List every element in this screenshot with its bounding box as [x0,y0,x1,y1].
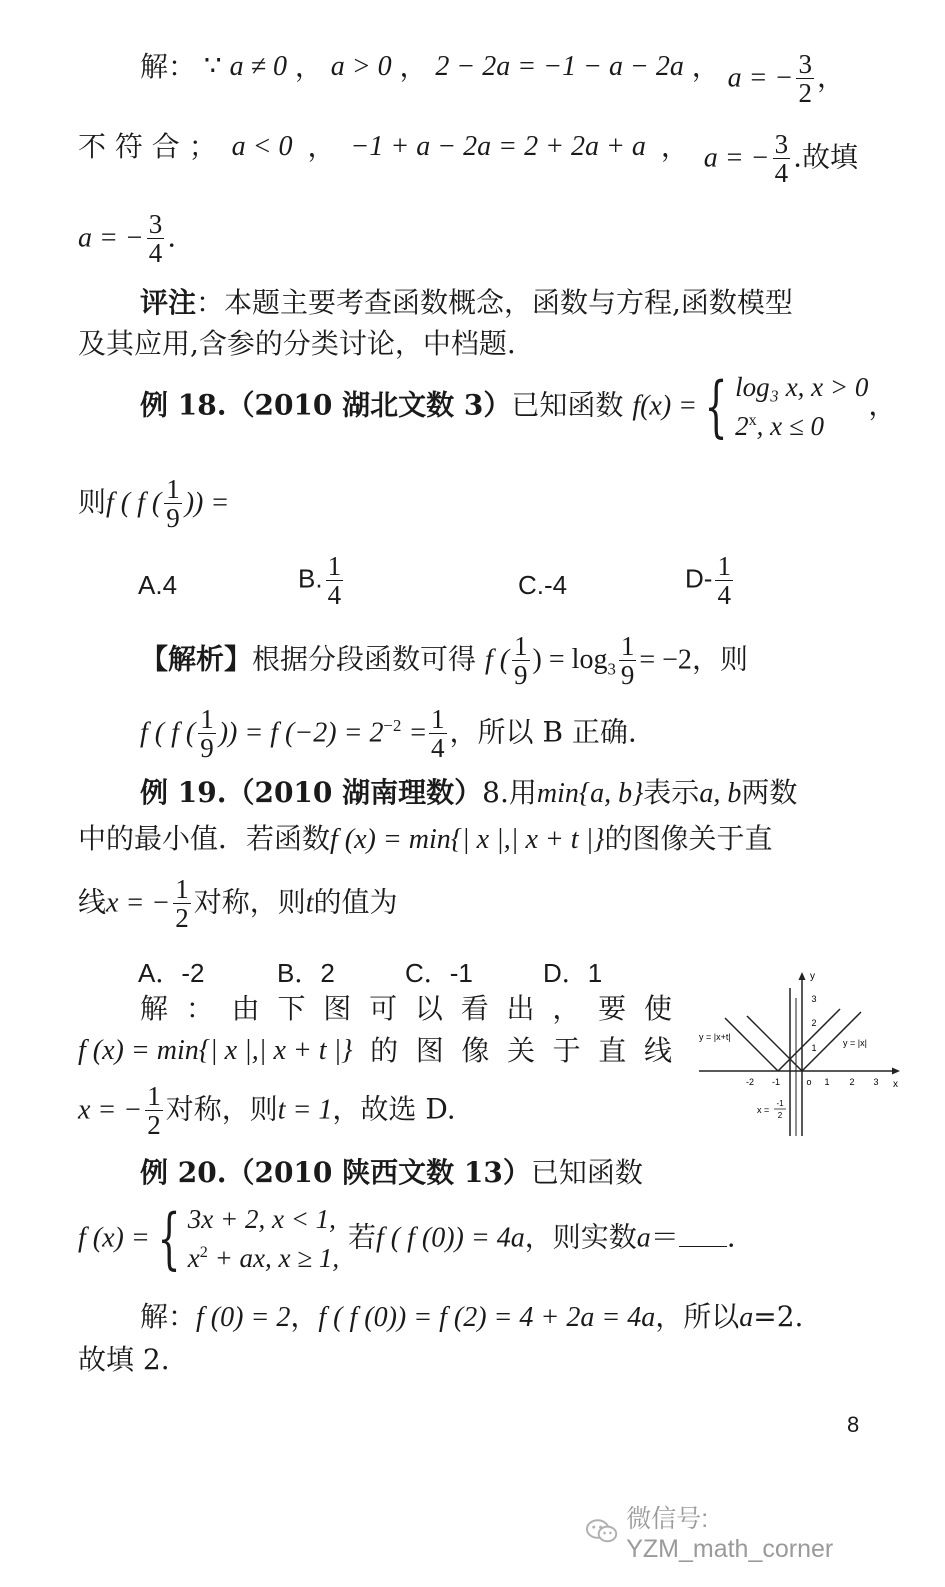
comment-line-1 [140,286,930,320]
x-tick-neg2: -2 [745,1077,755,1087]
x-axis-label: x [893,1079,898,1090]
example-20-source: （2010 陕西文数 13） [226,1156,531,1189]
answer-blank [679,1224,727,1247]
solution-20-line-2: 故填 2. [78,1343,170,1376]
example-18-ask: 则f ( f ( $\frac{1}{9}$ )) = [78,474,230,534]
watermark-text: 微信号: YZM_math_corner [626,1504,834,1563]
label-y-abs-x: y = |x| [843,1038,867,1048]
fraction-3-4-answer: $\frac{3}{4}$ [148,209,163,269]
example-20-label: 例 20. [140,1156,227,1189]
example-19-label: 例 19. [140,776,227,809]
comment-line-2: 及其应用,含参的分类讨论，中档题. [78,327,516,360]
example-20-def: f (x) = { 3x + 2, x < 1, $x^2$ + ax, x ≥ 1, 若f ( f (0)) = 4a，则实数a＝ . [78,1200,736,1278]
symmetry-num: -1 [776,1099,784,1108]
solution-line-2: 不 符 合 ； a < 0 ， −1 + a − 2a = 2 + 2a + a ， a = − $\frac{3}{4}$ .故填 [78,129,858,189]
origin-label: o [806,1077,812,1087]
comment-label: 评注 [140,287,197,318]
x-tick-1: 1 [824,1077,830,1087]
solution-20-line-1: 解：f (0) = 2，f ( f (0)) = f (2) = 4 + 2a = 4a，所以a=2. [140,1300,804,1333]
example-19-line-2: 中的最小值．若函数f (x) = min{| x |,| x + t |}的图像关于直 [78,822,773,855]
symmetry-label: x = [757,1105,770,1115]
y-axis-label: y [810,971,815,982]
solution-19-line-1: 解 ： 由 下 图 可 以 看 出 ， 要 使 [140,992,672,1025]
solution-19-line-2: f (x) = min{| x |,| x + t |} 的 图 像 关 于 直 线 [78,1034,672,1067]
abs-value-graph [695,968,905,1138]
option-d: D- $\frac{1}{4}$ [685,551,731,611]
y-tick-1: 1 [811,1043,817,1053]
analysis-line-2: f ( f ( $\frac{1}{9}$ )) = f $(-2) = 2^{-2}$ = $\frac{1}{4}$ ，所以 B 正确. [140,704,637,764]
x-tick-neg1: -1 [771,1077,781,1087]
option-b: B. $\frac{1}{4}$ [298,551,342,611]
x-tick-2: 2 [849,1077,855,1087]
option-19-c: C．-1 [405,958,473,988]
line-y-abs-x-plus-t-right [778,1009,840,1071]
symmetry-den: 2 [777,1111,783,1120]
x-tick-3: 3 [873,1077,879,1087]
line-y-abs-x-left [747,1016,802,1071]
example-18-label: 例 18. [140,388,227,422]
y-axis-arrow [799,972,806,980]
a-value-2: a = − $\frac{3}{4}$ .故填 [703,129,858,189]
eq-case-positive: 2 − 2a = −1 − a − 2a [435,51,684,82]
ex18-piecewise: log₃ x, x > 0 2$^x$, x ≤ 0 [735,372,869,442]
solution-answer: a = − $\frac{3}{4}$ . [78,209,177,269]
eq-case-negative: −1 + a − 2a = 2 + 2a + a [350,131,646,162]
ex18-fdef: f(x) = [632,390,698,422]
because-symbol: ∵ [203,51,222,82]
example-19-stem: 例 19.（2010 湖南理数）8.用min{a, b}表示a, b两数 [140,776,798,809]
wechat-icon [585,1517,618,1545]
eq-a-negative: a < 0 [231,131,293,162]
comment-text-1: ：本题主要考查函数概念，函数与方程,函数模型 [196,286,793,319]
fraction-3-4: $\frac{3}{4}$ [774,129,789,189]
example-20-stem: 例 20.（2010 陕西文数 13）已知函数 [140,1156,643,1189]
not-match-text: 不 符 合 ； [78,130,217,163]
label-y-abs-x-plus-t: y = |x+t| [699,1032,731,1042]
analysis-label: 【解析】 [140,642,253,676]
option-19-b: B．2 [277,958,335,988]
watermark [585,1504,915,1563]
eq-a-nonzero: a ≠ 0 [229,51,287,82]
y-tick-2: 2 [811,1018,817,1028]
left-brace: { [704,368,728,446]
ex20-piecewise: 3x + 2, x < 1, $x^2$ + ax, x ≥ 1, [187,1204,340,1274]
example-18-stem: 例 18.（2010 湖北文数 3）已知函数 f(x) = { log₃ x, x > 0 2$^x$, x ≤ 0 ， [140,368,897,446]
analysis-line-1: 【解析】根据分段函数可得 f ( $\frac{1}{9}$ ) = $\log_3$ $\frac{1}{9}$ = −2，则 [140,631,748,691]
solution-19-line-3: x = − $\frac{1}{2}$ 对称，则t = 1，故选 D. [78,1081,456,1141]
eq-a-positive: a > 0 [330,51,392,82]
page-number: 8 [847,1412,860,1437]
option-19-d: D．1 [543,958,603,988]
fraction-3-2: $\frac{3}{2}$ [798,49,812,109]
example-18-source: （2010 湖北文数 3） [226,388,512,422]
line-y-abs-x-plus-t-left [725,1018,778,1071]
option-a: A.4 [138,570,178,600]
example-19-source: （2010 湖南理数） [226,776,483,809]
x-axis-arrow [892,1068,900,1075]
option-19-a: A．-2 [138,958,205,988]
option-c: C.-4 [518,570,568,600]
example-19-line-3: 线x = − $\frac{1}{2}$ 对称，则t的值为 [78,874,398,934]
solution-line-1: 解： ∵ a ≠ 0 ， a > 0 ， 2 − 2a = −1 − a − 2a ， a = − $\frac{3}{2}$ ， [140,49,845,109]
solution-jie: 解： [140,50,197,83]
y-tick-3: 3 [811,994,817,1004]
a-value-1: a = − $\frac{3}{2}$ ， [727,49,845,109]
